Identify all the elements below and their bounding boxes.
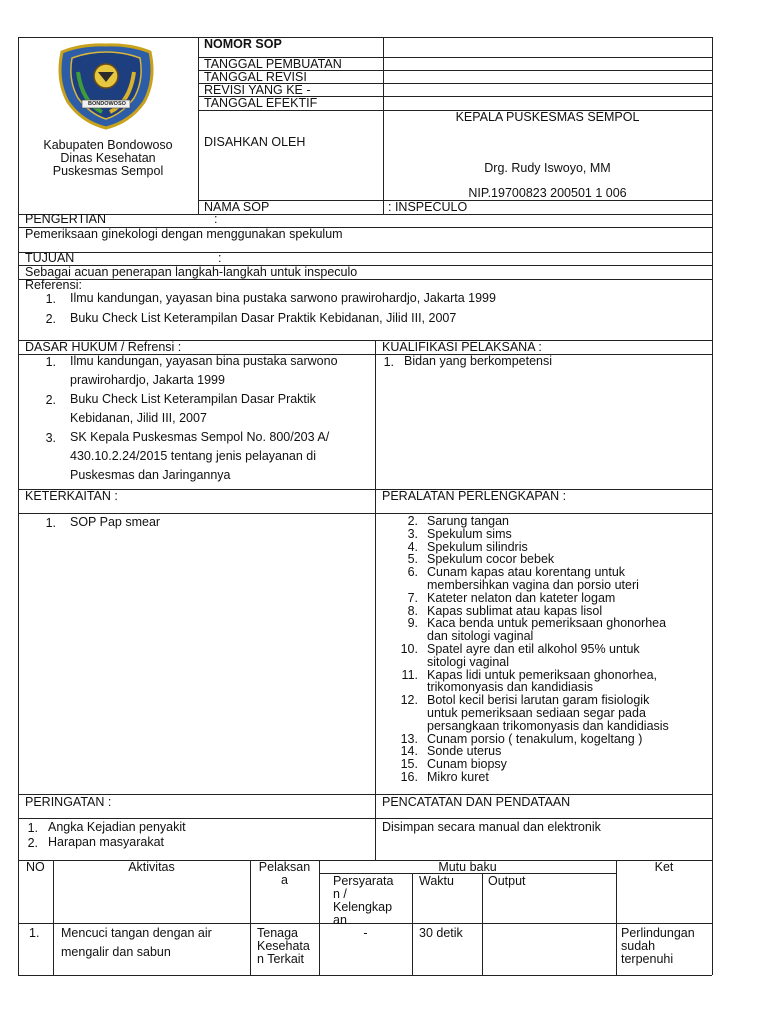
kualifikasi-label: KUALIFIKASI PELAKSANA : bbox=[382, 340, 542, 354]
list-number: 15. bbox=[400, 757, 418, 772]
header-line: Persyarata bbox=[333, 874, 394, 888]
referensi-label: Referensi: bbox=[25, 278, 82, 292]
puskesmas-logo bbox=[52, 42, 160, 130]
keterkaitan-item: SOP Pap smear bbox=[70, 515, 161, 529]
sop-name-label: NAMA SOP bbox=[204, 200, 270, 214]
list-number: 16. bbox=[400, 770, 418, 784]
list-number: 12. bbox=[400, 693, 418, 708]
equipment-item-continued: sitologi vaginal bbox=[427, 654, 509, 669]
approved-by-label: DISAHKAN OLEH bbox=[204, 135, 306, 149]
field-tanggal-revisi: TANGGAL REVISI bbox=[204, 70, 307, 84]
approver-nip: NIP.19700823 200501 1 006 bbox=[468, 186, 627, 200]
list-number: 7. bbox=[407, 590, 418, 605]
equipment-item: Kaca benda untuk pemeriksaan ghonorhea bbox=[427, 616, 667, 631]
list-item: Buku Check List Keterampilan Dasar Praktik bbox=[70, 392, 316, 406]
equipment-item: Botol kecil berisi larutan garam fisiologik bbox=[427, 693, 650, 708]
equipment-item-continued: membersihkan vagina dan porsio uteri bbox=[427, 578, 639, 592]
cell-line: n Terkait bbox=[257, 952, 305, 966]
equipment-item-continued: untuk pemeriksaan sediaan segar pada bbox=[427, 706, 646, 720]
list-number: 1. bbox=[383, 355, 394, 369]
list-number: 1. bbox=[45, 516, 56, 530]
equipment-item: Kapas lidi untuk pemeriksaan ghonorhea, bbox=[427, 667, 658, 682]
list-number: 2. bbox=[407, 514, 418, 528]
dasar-hukum-label: DASAR HUKUM / Refrensi : bbox=[25, 340, 182, 354]
field-tanggal-pembuatan: TANGGAL PEMBUATAN bbox=[204, 57, 342, 71]
cell-line: sudah bbox=[621, 939, 656, 953]
equipment-item: Cunam porsio ( tenakulum, kogeltang ) bbox=[427, 731, 643, 746]
list-item: SK Kepala Puskesmas Sempol No. 800/203 A/ bbox=[70, 430, 330, 444]
equipment-item: Sarung tangan bbox=[427, 514, 510, 528]
equipment-item-continued: persangkaan trikomonyasis dan kandidiasis bbox=[427, 718, 669, 733]
org-department: Dinas Kesehatan bbox=[60, 151, 156, 165]
cell-line: mengalir dan sabun bbox=[61, 945, 171, 959]
header-line: Kelengkap bbox=[333, 900, 393, 914]
equipment-item-continued: dan sitologi vaginal bbox=[427, 629, 534, 644]
list-number: 8. bbox=[407, 603, 418, 618]
field-nomor-sop: NOMOR SOP bbox=[204, 37, 282, 51]
list-item-continued: 430.10.2.24/2015 tentang jenis pelayanan di bbox=[70, 449, 317, 463]
equipment-item: Kapas sublimat atau kapas lisol bbox=[427, 603, 603, 618]
cell-aktivitas bbox=[61, 927, 212, 959]
org-puskesmas: Puskesmas Sempol bbox=[52, 164, 164, 178]
col-header-mutu-baku: Mutu baku bbox=[438, 860, 497, 874]
list-item: Angka Kejadian penyakit bbox=[48, 820, 186, 834]
col-header-no: NO bbox=[26, 860, 45, 874]
list-number: 10. bbox=[400, 642, 418, 656]
header-line: n / bbox=[333, 887, 347, 901]
list-number: 9. bbox=[407, 616, 418, 631]
field-revisi-ke: REVISI YANG KE - bbox=[204, 83, 311, 97]
equipment-item-continued: trikomonyasis dan kandidiasis bbox=[427, 680, 594, 695]
list-item-continued: Puskesmas dan Jaringannya bbox=[70, 468, 231, 482]
approver-name: Drg. Rudy Iswoyo, MM bbox=[484, 161, 611, 175]
peralatan-label: PERALATAN PERLENGKAPAN : bbox=[382, 489, 567, 503]
equipment-item: Cunam biopsy bbox=[427, 757, 507, 772]
pengertian-colon: : bbox=[214, 212, 218, 226]
pencatatan-label: PENCATATAN DAN PENDATAAN bbox=[382, 795, 571, 809]
equipment-item: Kateter nelaton dan kateter logam bbox=[427, 590, 616, 605]
list-number: 3. bbox=[407, 526, 418, 541]
list-number: 2. bbox=[45, 312, 56, 326]
equipment-item: Spatel ayre dan etil alkohol 95% untuk bbox=[427, 642, 640, 656]
equipment-item: Mikro kuret bbox=[427, 770, 489, 784]
org-name-block bbox=[18, 139, 198, 178]
equipment-item: Sonde uterus bbox=[427, 744, 502, 759]
cell-no: 1. bbox=[29, 926, 40, 940]
list-number: 5. bbox=[407, 552, 418, 567]
cell-waktu: 30 detik bbox=[419, 926, 463, 940]
cell-line: Kesehata bbox=[257, 939, 310, 953]
pengertian-text: Pemeriksaan ginekologi dengan menggunakan spekulum bbox=[25, 227, 343, 241]
list-number: 6. bbox=[407, 565, 418, 580]
col-header-output: Output bbox=[488, 874, 526, 888]
peringatan-label: PERINGATAN : bbox=[25, 795, 112, 809]
list-item-continued: Kebidanan, Jilid III, 2007 bbox=[70, 411, 207, 425]
col-header-waktu: Waktu bbox=[419, 874, 454, 888]
list-number: 1. bbox=[45, 355, 56, 369]
list-number: 13. bbox=[400, 731, 418, 746]
sop-name-value: : INSPECULO bbox=[388, 200, 468, 214]
list-number: 2. bbox=[27, 836, 38, 850]
cell-pelaksana bbox=[257, 927, 310, 966]
equipment-item: Spekulum silindris bbox=[427, 539, 528, 554]
cell-line: Tenaga bbox=[257, 926, 299, 940]
header-line: Pelaksan bbox=[258, 860, 311, 874]
field-tanggal-efektif: TANGGAL EFEKTIF bbox=[204, 96, 318, 110]
list-number: 3. bbox=[45, 431, 56, 445]
list-item-continued: prawirohardjo, Jakarta 1999 bbox=[70, 373, 225, 387]
pencatatan-text: Disimpan secara manual dan elektronik bbox=[382, 820, 601, 834]
cell-line: Perlindungan bbox=[621, 926, 695, 940]
col-header-ket: Ket bbox=[654, 860, 674, 874]
equipment-item: Cunam kapas atau korentang untuk bbox=[427, 565, 626, 580]
approver-title: KEPALA PUSKESMAS SEMPOL bbox=[455, 110, 640, 124]
header-line: an bbox=[333, 913, 347, 927]
header-line: a bbox=[281, 873, 288, 887]
list-number: 11. bbox=[401, 667, 418, 682]
cell-line: terpenuhi bbox=[621, 952, 674, 966]
list-item: Harapan masyarakat bbox=[48, 835, 165, 849]
cell-ket bbox=[621, 927, 695, 966]
cell-line: Mencuci tangan dengan air bbox=[61, 926, 212, 940]
list-item: Ilmu kandungan, yayasan bina pustaka sarwono bbox=[70, 354, 338, 368]
logo-banner-text: BONDOWOSO bbox=[88, 101, 126, 107]
col-header-pelaksana bbox=[250, 861, 319, 887]
list-number: 1. bbox=[45, 292, 56, 306]
list-number: 4. bbox=[407, 539, 418, 554]
list-number: 14. bbox=[400, 744, 418, 759]
equipment-item: Spekulum sims bbox=[427, 526, 512, 541]
equipment-item: Spekulum cocor bebek bbox=[427, 552, 555, 567]
col-header-aktivitas: Aktivitas bbox=[128, 860, 175, 874]
list-number: 1. bbox=[27, 821, 38, 835]
tujuan-colon: : bbox=[218, 251, 222, 265]
tujuan-label: TUJUAN bbox=[25, 251, 75, 265]
list-item: Buku Check List Keterampilan Dasar Praktik Kebidanan, Jilid III, 2007 bbox=[70, 311, 457, 325]
list-number: 2. bbox=[45, 393, 56, 407]
list-item: Ilmu kandungan, yayasan bina pustaka sarwono prawirohardjo, Jakarta 1999 bbox=[70, 291, 496, 305]
cell-persyaratan: - bbox=[363, 926, 368, 940]
kualifikasi-item: Bidan yang berkompetensi bbox=[404, 354, 553, 368]
keterkaitan-label: KETERKAITAN : bbox=[25, 489, 118, 503]
org-district: Kabupaten Bondowoso bbox=[43, 138, 173, 152]
tujuan-text: Sebagai acuan penerapan langkah-langkah untuk inspeculo bbox=[25, 265, 358, 279]
pengertian-label: PENGERTIAN bbox=[25, 212, 107, 226]
col-header-persyaratan bbox=[333, 875, 393, 927]
